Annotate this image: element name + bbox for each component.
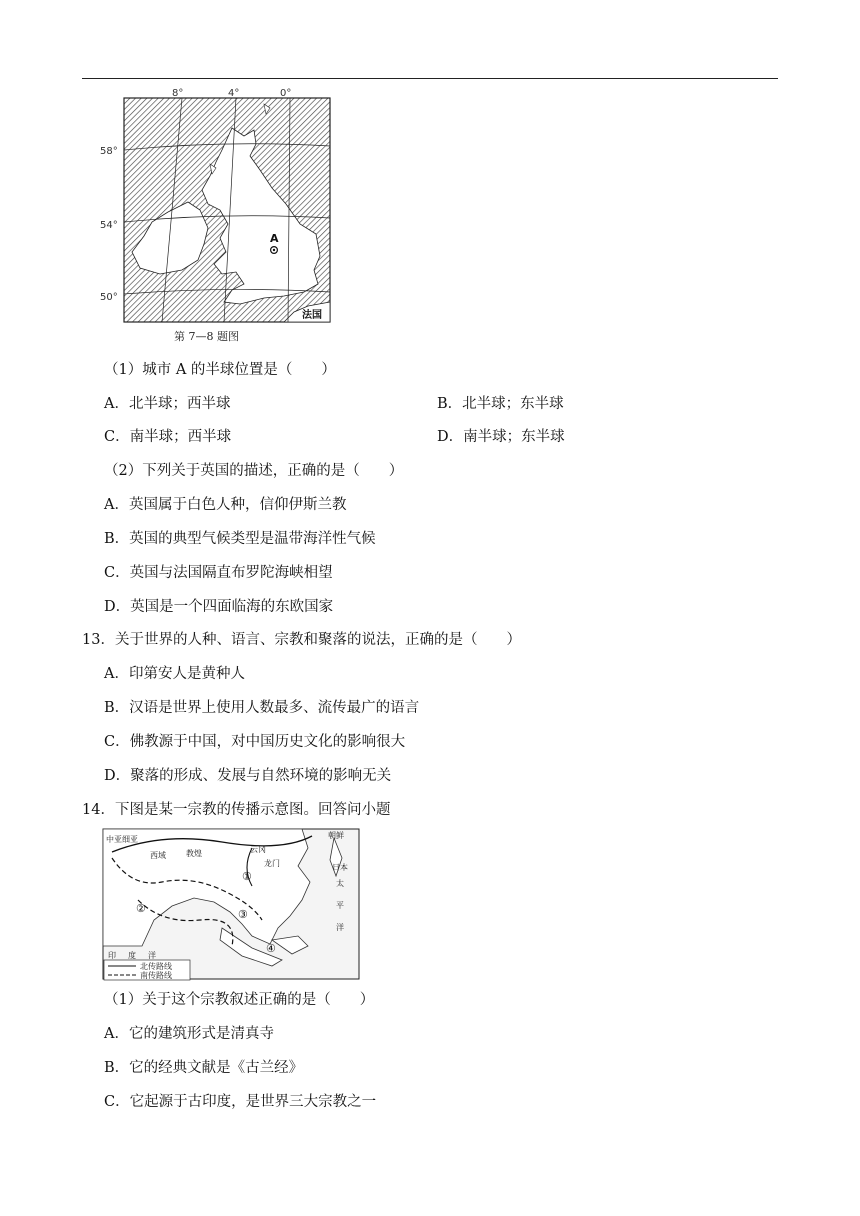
- marker-3: ③: [238, 908, 248, 921]
- q14-stem: 14．下图是某一宗教的传播示意图。回答问小题: [82, 802, 391, 818]
- q12-sub1-option-d[interactable]: D．南半球；东半球: [437, 429, 565, 445]
- q12-sub2-stem: （2）下列关于英国的描述，正确的是（ ）: [104, 463, 404, 479]
- q14-sub1-option-c[interactable]: C．它起源于古印度，是世界三大宗教之一: [104, 1094, 377, 1110]
- q13-option-a[interactable]: A．印第安人是黄种人: [104, 666, 245, 682]
- city-a-label: A: [270, 232, 279, 245]
- lat-label-50: 50°: [100, 292, 118, 303]
- q13-option-c[interactable]: C．佛教源于中国，对中国历史文化的影响很大: [104, 734, 406, 750]
- label-indian-3: 洋: [148, 951, 156, 960]
- q14-sub1-option-b[interactable]: B．它的经典文献是《古兰经》: [104, 1060, 304, 1076]
- label-korea: 朝鲜: [328, 831, 344, 840]
- marker-2: ②: [136, 902, 146, 915]
- label-dunhuang: 教煌: [186, 849, 202, 858]
- lon-label-8: 8°: [172, 88, 184, 99]
- label-xiyu: 西域: [150, 851, 166, 860]
- label-central-asia: 中亚细亚: [106, 835, 138, 844]
- lon-label-0: 0°: [280, 88, 292, 99]
- label-indian-2: 度: [128, 951, 136, 960]
- label-japan: 日本: [332, 863, 348, 872]
- label-longmen: 龙门: [264, 859, 280, 868]
- marker-4: ④: [266, 942, 276, 955]
- map1-caption: 第 7—8 题图: [174, 330, 239, 343]
- q12-sub1-stem: （1）城市 A 的半球位置是（ ）: [104, 362, 336, 378]
- religion-spread-map: [102, 828, 364, 982]
- label-pacific-2: 平: [336, 901, 344, 910]
- lat-label-58: 58°: [100, 146, 118, 157]
- q12-sub1-option-b[interactable]: B．北半球；东半球: [437, 396, 564, 412]
- q13-option-d[interactable]: D．聚落的形成、发展与自然环境的影响无关: [104, 768, 392, 784]
- header-rule: [82, 78, 778, 79]
- q12-sub2-option-d[interactable]: D．英国是一个四面临海的东欧国家: [104, 599, 334, 615]
- label-indian-1: 印: [108, 951, 116, 960]
- q12-sub2-option-b[interactable]: B．英国的典型气候类型是温带海洋性气候: [104, 531, 376, 547]
- label-pacific-1: 太: [336, 879, 344, 888]
- q13-option-b[interactable]: B．汉语是世界上使用人数最多、流传最广的语言: [104, 700, 420, 716]
- france-label: 法国: [302, 310, 322, 321]
- british-isles-map: [100, 84, 344, 346]
- label-yungang: 云冈: [250, 845, 266, 854]
- q14-sub1-stem: （1）关于这个宗教叙述正确的是（ ）: [104, 992, 375, 1008]
- lon-label-4: 4°: [228, 88, 240, 99]
- q12-sub2-option-a[interactable]: A．英国属于白色人种，信仰伊斯兰教: [104, 497, 347, 513]
- label-pacific-3: 洋: [336, 923, 344, 932]
- lat-label-54: 54°: [100, 220, 118, 231]
- legend-south-route: 南传路线: [140, 971, 172, 980]
- marker-1: ①: [242, 870, 252, 883]
- legend-north-route: 北传路线: [140, 962, 172, 971]
- q12-sub1-option-c[interactable]: C．南半球；西半球: [104, 429, 232, 445]
- q12-sub2-option-c[interactable]: C．英国与法国隔直布罗陀海峡相望: [104, 565, 333, 581]
- q14-sub1-option-a[interactable]: A．它的建筑形式是清真寺: [104, 1026, 274, 1042]
- q13-stem: 13．关于世界的人种、语言、宗教和聚落的说法，正确的是（ ）: [82, 632, 521, 648]
- q12-sub1-option-a[interactable]: A．北半球；西半球: [104, 396, 231, 412]
